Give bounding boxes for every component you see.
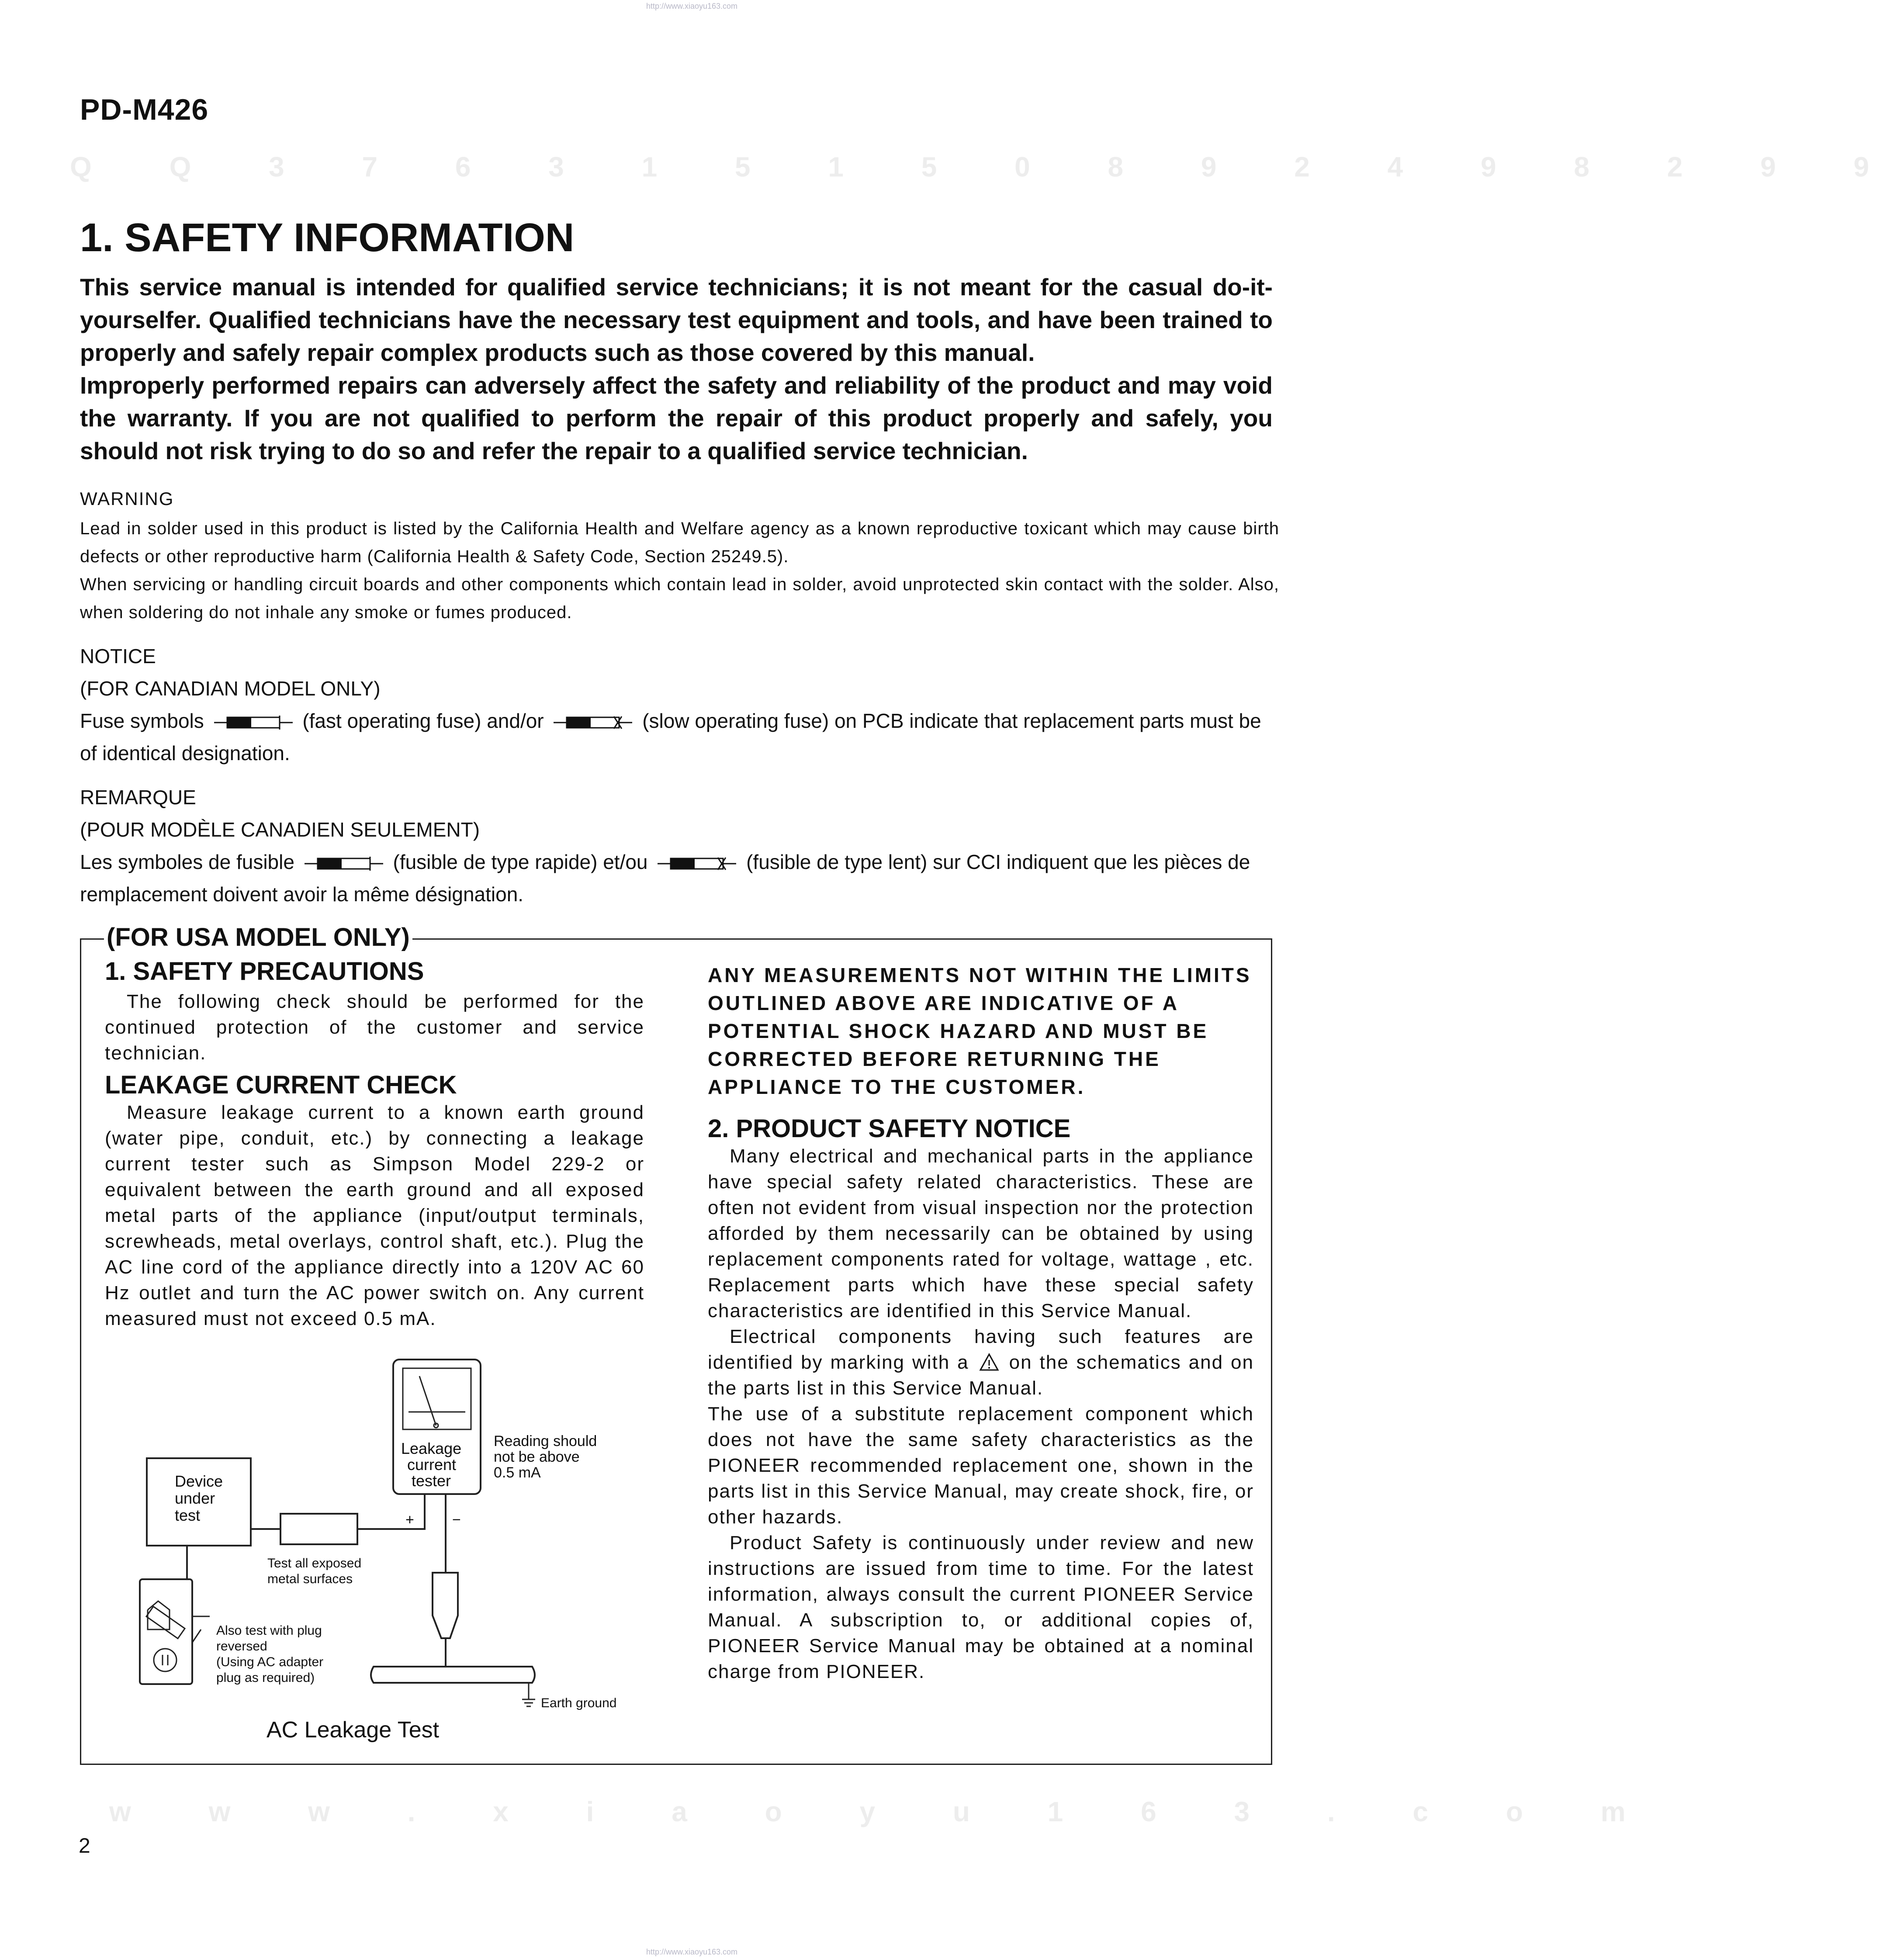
product-paragraph-3: The use of a substitute replacement component which does not have the same safety characteristics as the PIONEER recommended replacement one, shown in the parts list in this Service Manual, may create shock, fire, or other hazards. (708, 1403, 1254, 1528)
page-number: 2 (79, 1834, 90, 1858)
remarque-text-1: Les symboles de fusible (80, 851, 294, 873)
product-paragraph-2a: Electrical components having such features are identified by marking with a (708, 1326, 1254, 1373)
diagram-caption: AC Leakage Test (267, 1717, 440, 1743)
ground-probe (433, 1573, 458, 1638)
tester-label-3: tester (412, 1472, 451, 1490)
product-paragraph-4: Product Safety is continuously under review and new instructions are issued from time to time. For the latest information, always consult the current PIONEER Service Manual. A subscription to, or additional copies of, PIONEER Service Manual may be obtained at a nominal charge from PIONEER. (708, 1532, 1254, 1682)
notice-heading: NOTICE (80, 645, 156, 668)
measurement-warning: ANY MEASUREMENTS NOT WITHIN THE LIMITS OUTLINED ABOVE ARE INDICATIVE OF A POTENTIAL SHOCK HAZARD AND MUST BE CORRECTED BEFORE RETURNING THE APPLIANCE TO THE CUSTOMER. (708, 964, 1252, 1098)
watermark-top: Q Q 3 7 6 3 1 5 1 5 0 8 9 2 4 9 8 2 9 9 (70, 151, 1904, 183)
warning-heading: WARNING (80, 488, 174, 509)
plug-note-2: reversed (216, 1639, 267, 1654)
water-pipe (371, 1667, 535, 1683)
safety-precautions-text (105, 989, 644, 1066)
meter-needle (419, 1376, 436, 1425)
warning-text (80, 515, 1279, 626)
warning-paragraph-1: Lead in solder used in this product is listed by the California Health and Welfare agency as a known reproductive toxicant which may cause birth defects or other reproductive harm (California Health & Safety Code, Section 25249.5). (80, 519, 1279, 566)
safety-precautions-title: 1. SAFETY PRECAUTIONS (105, 957, 424, 986)
safety-warning-triangle-icon (979, 1353, 999, 1371)
test-probe-resistor (280, 1514, 357, 1544)
slow-fuse-icon (554, 714, 632, 731)
notice-text-1: Fuse symbols (80, 709, 204, 732)
fast-fuse-icon (214, 714, 293, 731)
meter-face (403, 1368, 471, 1429)
remarque-heading: REMARQUE (80, 786, 196, 809)
tester-label-1: Leakage (401, 1439, 462, 1457)
warning-paragraph-2: When servicing or handling circuit boards and other components which contain lead in solder, avoid unprotected skin contact with the solder. Also, when soldering do not inhale any smoke or fumes produced. (80, 575, 1279, 622)
tester-label-2: current (407, 1456, 457, 1474)
fast-fuse-icon (305, 855, 383, 872)
leakage-check-title: LEAKAGE CURRENT CHECK (105, 1071, 457, 1099)
device-label-2: under (175, 1489, 215, 1507)
exposed-note-2: metal surfaces (267, 1572, 353, 1586)
remarque-text-2: (fusible de type rapide) et/ou (393, 851, 648, 873)
product-paragraph-2b: on the schematics and on the parts list in this Service Manual. (708, 1352, 1254, 1399)
source-url-bottom[interactable]: http://www.xiaoyu163.com (646, 1948, 738, 1956)
precautions-paragraph: The following check should be performed for the continued protection of the customer and service technician. (105, 991, 644, 1064)
slow-fuse-icon (658, 855, 736, 872)
remarque-text-3: (fusible de type lent) sur CCI indiquent que les pièces de remplacement doivent avoir la même désignation. (80, 851, 1250, 906)
remarque-subheading: (POUR MODÈLE CANADIEN SEULEMENT) (80, 818, 480, 841)
leakage-check-text (105, 1100, 644, 1332)
source-url-top[interactable]: http://www.xiaoyu163.com (646, 2, 738, 10)
minus-terminal: − (452, 1512, 461, 1528)
model-number: PD-M426 (80, 93, 209, 126)
notice-text-3: (slow operating fuse) on PCB indicate that replacement parts must be of identical designation. (80, 709, 1261, 765)
notice-subheading: (FOR CANADIAN MODEL ONLY) (80, 677, 381, 700)
usa-model-heading: (FOR USA MODEL ONLY) (104, 923, 412, 952)
earth-ground-label: Earth ground (541, 1696, 617, 1710)
plug-note-1: Also test with plug (216, 1623, 322, 1638)
product-paragraph-2 (708, 1324, 1254, 1401)
plug-note-3: (Using AC adapter (216, 1655, 324, 1669)
notice-block (80, 640, 1277, 769)
device-label-3: test (175, 1506, 201, 1524)
leakage-paragraph: Measure leakage current to a known earth ground (water pipe, conduit, etc.) by connecting a leakage current tester such as Simpson Model 229-2 or equivalent between the earth ground and all exposed metal parts of the appliance (input/output terminals, screwheads, metal overlays, control shaft, etc.). Plug the AC line cord of the appliance directly into a 120V AC 60 Hz outlet and turn the AC power switch on. Any current measured must not exceed 0.5 mA. (105, 1102, 644, 1329)
reading-note-1: Reading should (494, 1433, 597, 1449)
plus-terminal: + (405, 1512, 414, 1528)
plug-note-4: plug as required) (216, 1671, 315, 1685)
notice-text (80, 705, 1277, 769)
ac-leakage-test-diagram (131, 1354, 655, 1712)
wall-outlet (140, 1579, 192, 1684)
safety-precautions-column (105, 957, 644, 1332)
product-paragraph-1: Many electrical and mechanical parts in the appliance have special safety related characteristics. These are often not evident from visual inspection nor the protection afforded by them necessarily can be obtained by using replacement components rated for voltage, wattage , etc. Replacement parts which have these special safety characteristics are identified in this Service Manual. (708, 1145, 1254, 1321)
product-safety-text (708, 1143, 1254, 1685)
outlet-socket (154, 1649, 177, 1671)
intro-text (80, 271, 1273, 467)
intro-paragraph-2: Improperly performed repairs can adversely affect the safety and reliability of the product and may void the warranty. If you are not qualified to perform the repair of this product properly and safely, you should not risk trying to do so and refer the repair to a qualified service technician. (80, 372, 1273, 464)
intro-paragraph-1: This service manual is intended for qualified service technicians; it is not meant for the casual do-it-yourselfer. Qualified technicians have the necessary test equipment and tools, and have been trained to properly and safely repair complex products such as those covered by this manual. (80, 273, 1273, 366)
right-column (708, 961, 1254, 1685)
remarque-text (80, 846, 1277, 910)
reading-note-3: 0.5 mA (494, 1464, 541, 1481)
product-safety-title: 2. PRODUCT SAFETY NOTICE (708, 1114, 1071, 1143)
watermark-bottom: w w w . x i a o y u 1 6 3 . c o m (109, 1796, 1661, 1827)
exposed-note-1: Test all exposed (267, 1556, 362, 1571)
section-title: 1. SAFETY INFORMATION (80, 215, 575, 260)
device-label-1: Device (175, 1472, 223, 1490)
reading-note-2: not be above (494, 1449, 580, 1465)
remarque-block (80, 781, 1277, 910)
notice-text-2: (fast operating fuse) and/or (302, 709, 544, 732)
